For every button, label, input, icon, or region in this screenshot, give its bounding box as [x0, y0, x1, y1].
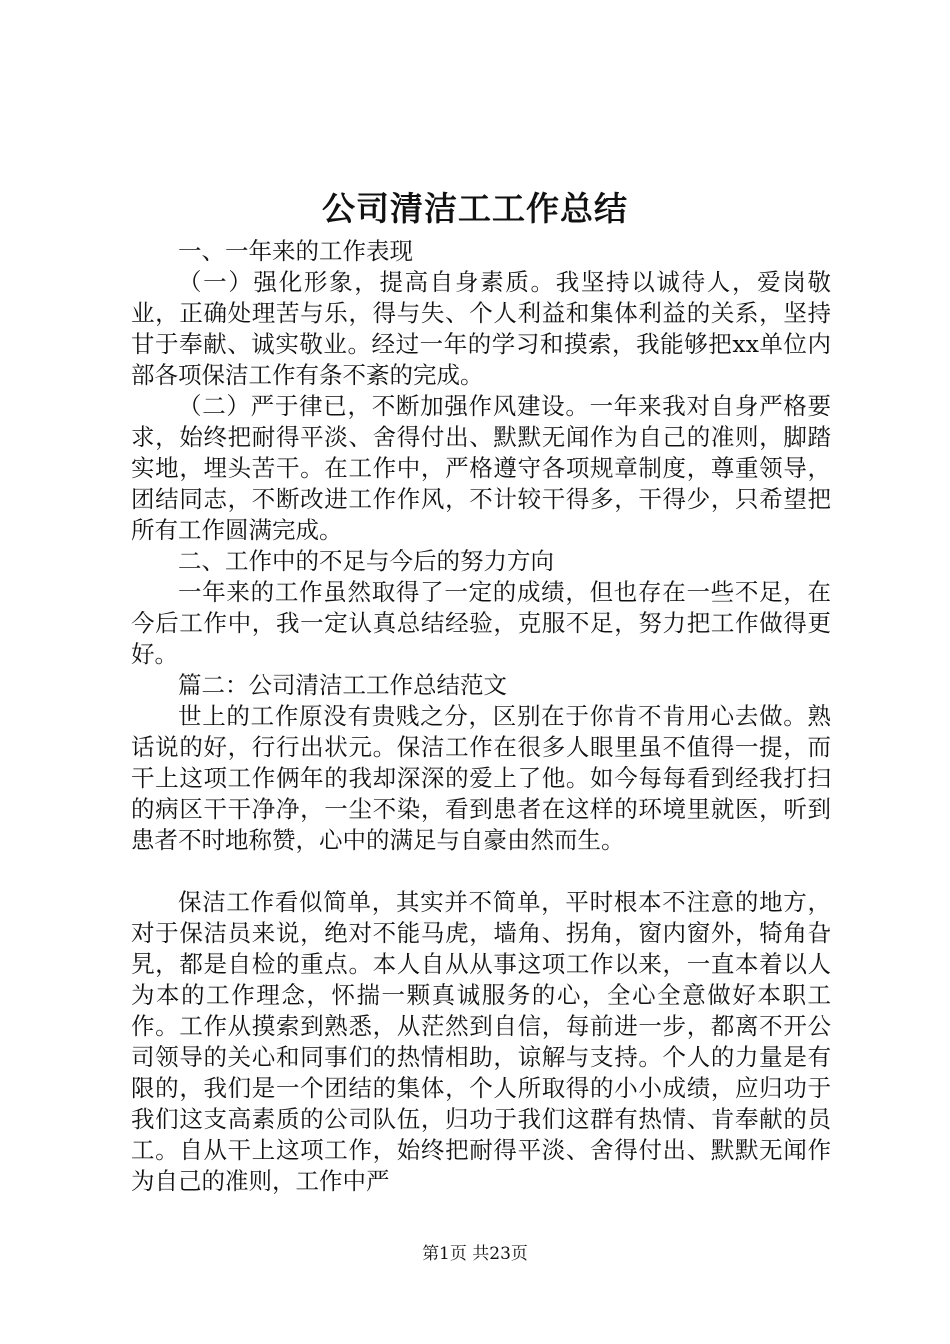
paragraph: （二）严于律已，不断加强作风建设。一年来我对自身严格要求，始终把耐得平淡、舍得付出、默默无闻作为自己的准则，脚踏实地，埋头苦干。在工作中，严格遵守各项规章制度，尊重领导，团结同志，不断改进工作作风，不计较干得多，干得少，只希望把所有工作圆满完成。: [131, 392, 831, 544]
document-body: [131, 236, 831, 1197]
section-heading-1: 一、一年来的工作表现: [178, 237, 413, 265]
paragraph: （一）强化形象，提高自身素质。我坚持以诚待人，爱岗敬业，正确处理苦与乐，得与失、个人利益和集体利益的关系，坚持甘于奉献、诚实敬业。经过一年的学习和摸索，我能够把xx单位内部各项保洁工作有条不紊的完成。: [131, 268, 831, 389]
paragraph: 保洁工作看似简单，其实并不简单，平时根本不注意的地方，对于保洁员来说，绝对不能马虎，墙角、拐角，窗内窗外，犄角旮旯，都是自检的重点。本人自从从事这项工作以来，一直本着以人为本的工作理念，怀揣一颗真诚服务的心，全心全意做好本职工作。工作从摸索到熟悉，从茫然到自信，每前进一步，都离不开公司领导的关心和同事们的热情相助，谅解与支持。个人的力量是有限的，我们是一个团结的集体，个人所取得的小小成绩，应归功于我们这支高素质的公司队伍，归功于我们这群有热情、肯奉献的员工。自从干上这项工作，始终把耐得平淡、舍得付出、默默无闻作为自己的准则，工作中严: [131, 888, 831, 1195]
document-title: 公司清洁工工作总结: [322, 189, 628, 228]
article-heading-2: 篇二：公司清洁工工作总结范文: [178, 671, 507, 699]
section-heading-2: 二、工作中的不足与今后的努力方向: [178, 547, 554, 575]
paragraph: 世上的工作原没有贵贱之分，区别在于你肯不肯用心去做。熟话说的好，行行出状元。保洁工作在很多人眼里虽不值得一提，而干上这项工作俩年的我却深深的爱上了他。如今每每看到经我打扫的病区干干净净，一尘不染，看到患者在这样的环境里就医，听到患者不时地称赞，心中的满足与自豪由然而生。: [131, 702, 831, 854]
page-number: 第1页 共23页: [422, 1244, 528, 1264]
paragraph: 一年来的工作虽然取得了一定的成绩，但也存在一些不足，在今后工作中，我一定认真总结经验，克服不足，努力把工作做得更好。: [131, 578, 831, 668]
